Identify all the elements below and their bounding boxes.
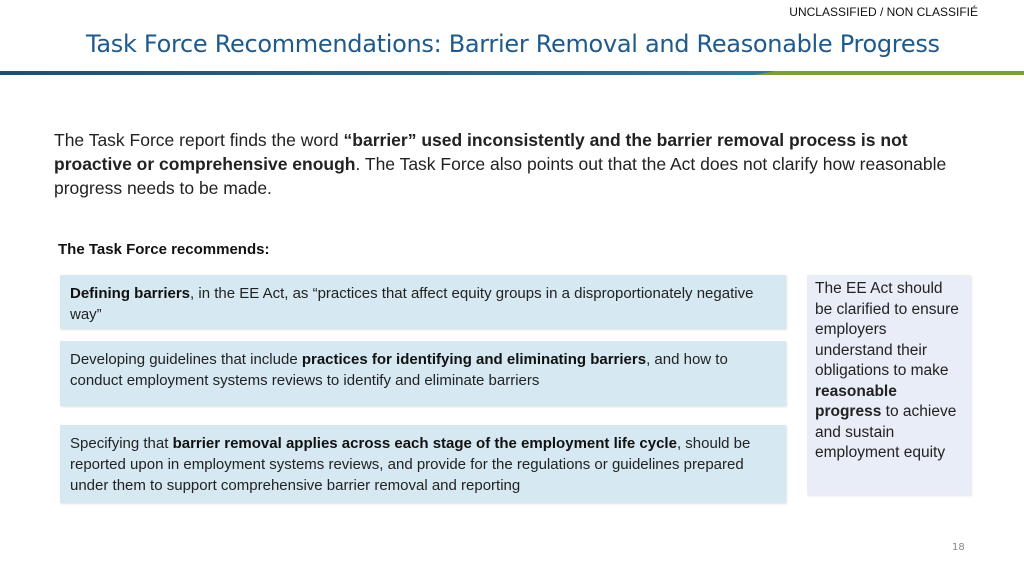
side-note-text-end: to achieve and sustain employment equity — [815, 403, 957, 461]
recommendation-bold: barrier removal applies across each stage of the employment life cycle — [172, 435, 677, 452]
slide-title: Task Force Recommendations: Barrier Removal and Reasonable Progress — [86, 30, 940, 58]
title-divider-accent — [754, 71, 1024, 75]
page-number: 18 — [952, 542, 965, 553]
recommendation-text: , in the EE Act, as “practices that affect equity groups in a disproportionately negative way” — [70, 285, 754, 323]
recommendation-text: , and how to conduct employment systems reviews to identify and eliminate barriers — [70, 351, 728, 389]
recommendation-bold: Defining barriers — [70, 285, 191, 302]
recommendation-text: Specifying that — [70, 435, 173, 452]
classification-label: UNCLASSIFIED / NON CLASSIFIÉ — [789, 5, 978, 19]
reasonable-progress-note — [807, 275, 971, 495]
recommendation-bold: practices for identifying and eliminating barriers — [301, 351, 647, 368]
intro-text-end: . The Task Force also points out that the Act does not clarify how reasonable progress needs to be made. — [54, 154, 947, 198]
side-note-bold: reasonable progress — [815, 382, 897, 420]
intro-text: The Task Force report finds the word — [54, 130, 344, 150]
intro-paragraph — [54, 128, 954, 200]
intro-bold-text: “barrier” used inconsistently and the barrier removal process is not proactive or comprehensive enough — [54, 130, 908, 174]
recommends-heading: The Task Force recommends: — [58, 241, 270, 258]
recommendation-text: Developing guidelines that include — [70, 351, 302, 368]
recommendation-box-defining-barriers — [60, 275, 786, 329]
side-note-text: The EE Act should be clarified to ensure employers understand their obligations to make — [815, 280, 959, 379]
recommendation-text: , should be reported upon in employment systems reviews, and provide for the regulations or guidelines prepared under them to support comprehensive barrier removal and reporting — [70, 435, 751, 494]
recommendation-box-guidelines — [60, 341, 786, 406]
recommendation-box-life-cycle — [60, 425, 786, 503]
